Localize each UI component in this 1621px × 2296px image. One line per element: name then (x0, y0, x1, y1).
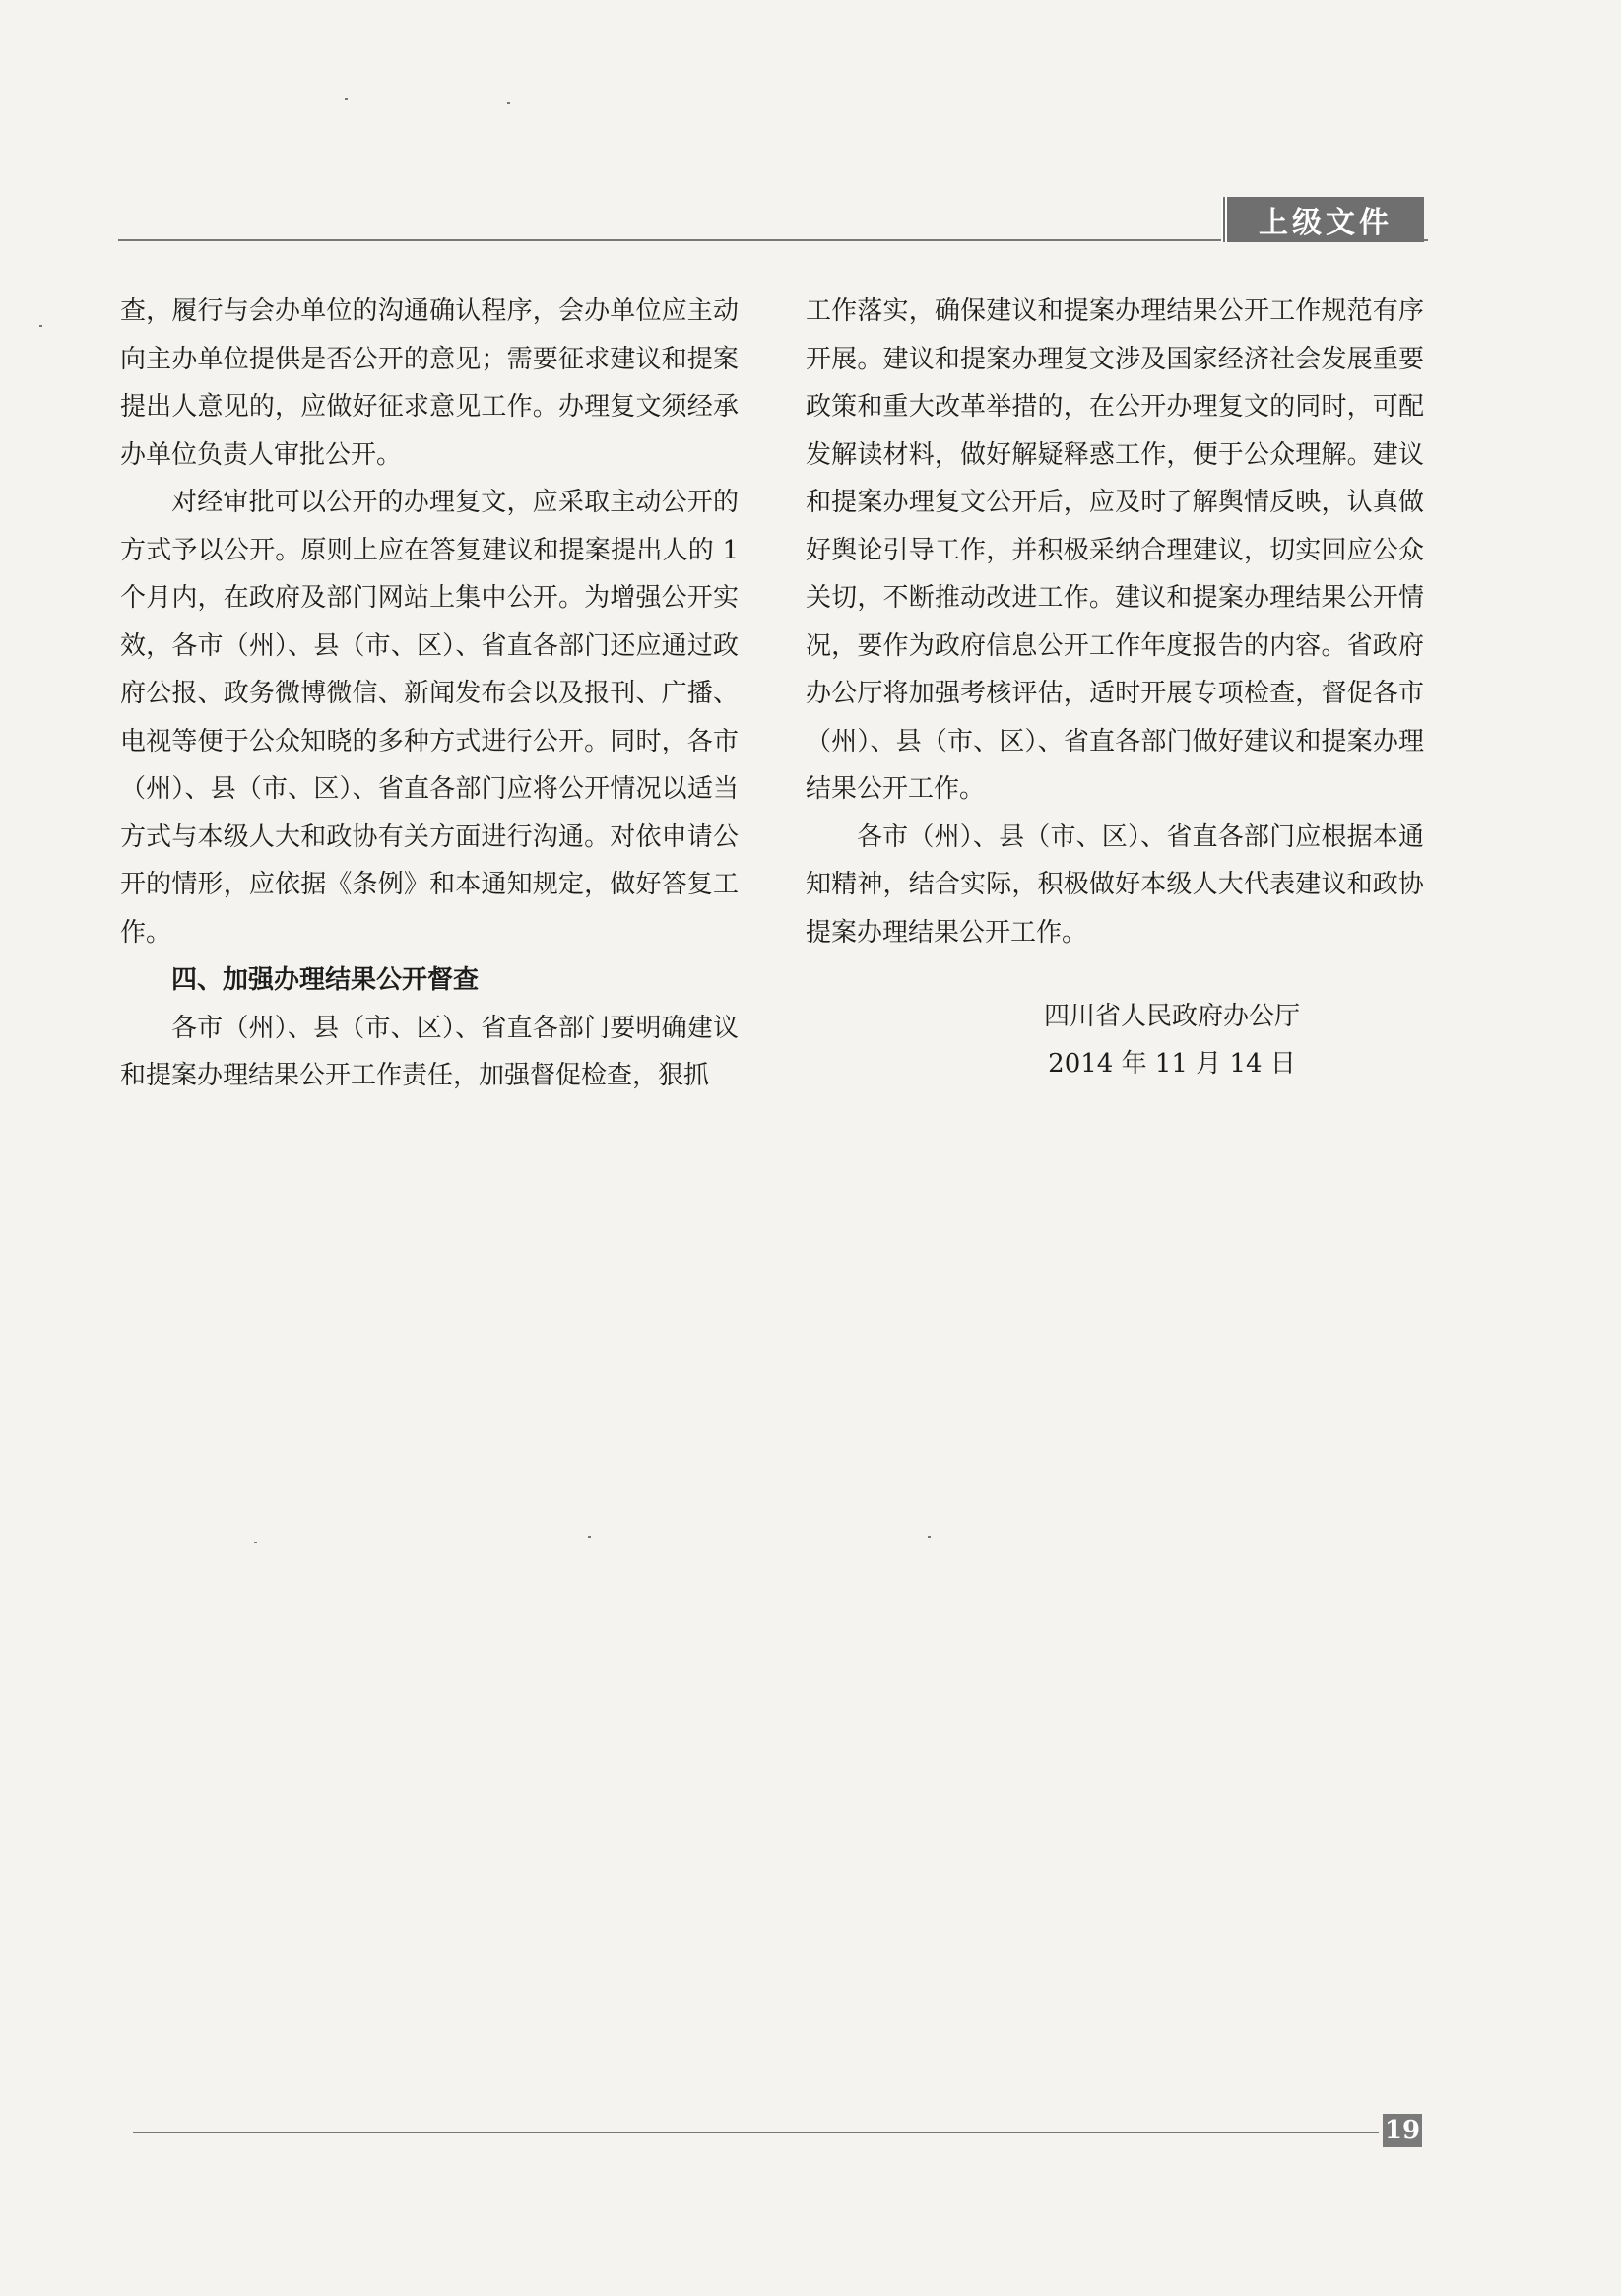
scan-speck (588, 1536, 591, 1538)
footer-rule (133, 2132, 1379, 2133)
scan-speck (507, 102, 510, 104)
right-paragraph-1: 工作落实，确保建议和提案办理结果公开工作规范有序开展。建议和提案办理复文涉及国家经济社会发展重要政策和重大改革举措的，在公开办理复文的同时，可配发解读材料，做好解疑释惑工作，便于公众理解。建议和提案办理复文公开后，应及时了解舆情反映，认真做好舆论引导工作，并积极采纳合理建议，切实回应公众关切，不断推动改进工作。建议和提案办理结果公开情况，要作为政府信息公开工作年度报告的内容。省政府办公厅将加强考核评估，适时开展专项检查，督促各市（州）、县（市、区）、省直各部门做好建议和提案办理结果公开工作。 (806, 296, 1424, 804)
scan-speck (254, 1542, 257, 1543)
section-label: 上级文件 (1221, 197, 1424, 242)
scan-speck (39, 325, 42, 327)
left-paragraph-1: 查，履行与会办单位的沟通确认程序，会办单位应主动向主办单位提供是否公开的意见；需要征求建议和提案提出人意见的，应做好征求意见工作。办理复文须经承办单位负责人审批公开。 (120, 296, 739, 470)
issue-date: 2014 年 11 月 14 日 (1048, 1049, 1296, 1079)
right-paragraph-2: 各市（州）、县（市、区）、省直各部门应根据本通知精神，结合实际，积极做好本级人大代表建议和政协提案办理结果公开工作。 (806, 821, 1424, 948)
section-heading: 四、加强办理结果公开督查 (171, 965, 480, 995)
scan-speck (928, 1536, 931, 1538)
right-column (806, 288, 1424, 956)
left-paragraph-2: 对经审批可以公开的办理复文，应采取主动公开的方式予以公开。原则上应在答复建议和提案提出人的 1 个月内，在政府及部门网站上集中公开。为增强公开实效，各市（州）、县（市、区）、省直各部门还应通过政府公报、政务微博微信、新闻发布会以及报刊、广播、电视等便于公众知晓的多种方式进行公开。同时，各市（州）、县（市、区）、省直各部门应将公开情况以适当方式与本级人大和政协有关方面进行沟通。对依申请公开的情形，应依据《条例》和本通知规定，做好答复工作。 (120, 488, 739, 948)
signature-block (965, 993, 1379, 1087)
scan-speck (345, 98, 348, 100)
left-paragraph-3: 各市（州）、县（市、区）、省直各部门要明确建议和提案办理结果公开工作责任，加强督促检查，狠抓 (120, 1013, 739, 1090)
page-number: 19 (1384, 2116, 1421, 2145)
issuer-name: 四川省人民政府办公厅 (1043, 1002, 1300, 1031)
left-column (120, 288, 739, 1100)
